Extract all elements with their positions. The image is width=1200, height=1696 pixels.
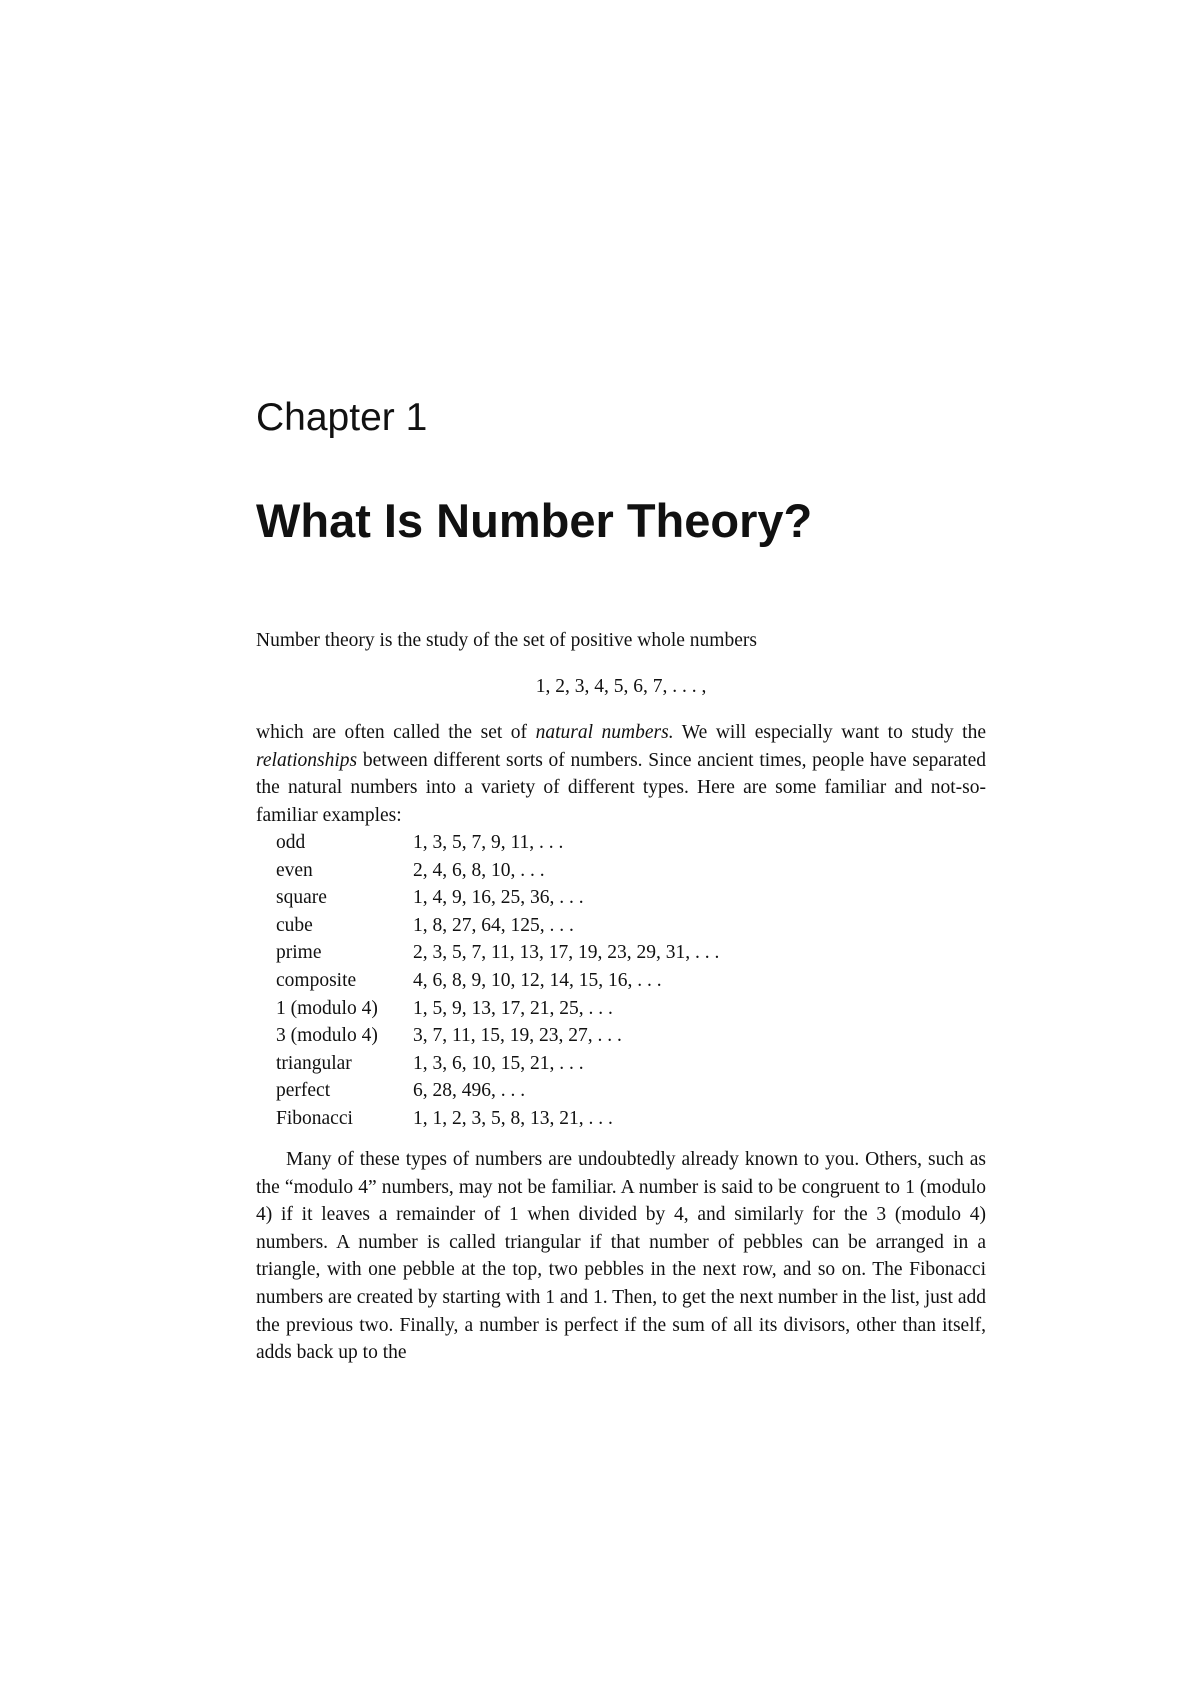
table-row xyxy=(276,995,719,1023)
table-row xyxy=(276,939,719,967)
chapter-label: Chapter 1 xyxy=(256,396,428,439)
paragraph-text: which are often called the set of xyxy=(256,722,536,743)
table-row xyxy=(276,829,719,857)
paragraph-text: between different sorts of numbers. Since ancient times, people have separated the natural numbers into a variety of different types. Here are some familiar and not-so-familiar examples: xyxy=(256,749,986,826)
type-name: triangular xyxy=(276,1052,352,1074)
type-values: 4, 6, 8, 9, 10, 12, 14, 15, 16, . . . xyxy=(413,969,662,991)
table-row xyxy=(276,884,719,912)
book-page xyxy=(256,0,986,1696)
type-values: 2, 4, 6, 8, 10, . . . xyxy=(413,859,545,881)
table-row xyxy=(276,1105,719,1133)
table-row xyxy=(276,1050,719,1078)
table-row xyxy=(276,857,719,885)
chapter-title: What Is Number Theory? xyxy=(256,494,813,547)
table-row xyxy=(276,967,719,995)
type-name: perfect xyxy=(276,1080,331,1102)
type-name: prime xyxy=(276,942,322,964)
type-values: 1, 5, 9, 13, 17, 21, 25, . . . xyxy=(413,997,613,1019)
table-row xyxy=(276,1077,719,1105)
paragraph-explanation: Many of these types of numbers are undoubtedly already known to you. Others, such as the “modulo 4” numbers, may not be familiar. A number is said to be congruent to 1 (modulo 4) if it leaves a remainder of 1 when divided by 4, and similarly for the 3 (modulo 4) numbers. A number is called triangular if that number of pebbles can be arranged in a triangle, with one pebble at the top, two pebbles in the next row, and so on. The Fibonacci numbers are created by starting with 1 and 1. Then, to get the next number in the list, just add the previous two. Finally, a number is perfect if the sum of all its divisors, other than itself, adds back up to the xyxy=(256,1149,986,1364)
type-name: odd xyxy=(276,832,306,853)
type-values: 6, 28, 496, . . . xyxy=(413,1080,526,1102)
type-values: 2, 3, 5, 7, 11, 13, 17, 19, 23, 29, 31, . . . xyxy=(413,942,720,964)
term-relationships: relationships xyxy=(256,749,358,771)
type-name: composite xyxy=(276,969,357,991)
table-row xyxy=(276,1022,719,1050)
intro-sentence: Number theory is the study of the set of positive whole numbers xyxy=(256,630,757,651)
number-types-table xyxy=(276,829,719,1133)
type-name: Fibonacci xyxy=(276,1107,353,1129)
type-values: 1, 4, 9, 16, 25, 36, . . . xyxy=(413,887,584,909)
type-values: 1, 8, 27, 64, 125, . . . xyxy=(413,914,574,936)
term-natural-numbers: natural numbers. xyxy=(535,722,674,743)
type-name: even xyxy=(276,859,313,881)
type-values: 1, 3, 5, 7, 9, 11, . . . xyxy=(413,832,564,853)
type-name: square xyxy=(276,887,327,909)
type-name: 3 (modulo 4) xyxy=(276,1025,378,1047)
table-row xyxy=(276,912,719,940)
type-name: 1 (modulo 4) xyxy=(276,997,378,1019)
paragraph-text: We will especially want to study the xyxy=(673,722,986,743)
type-values: 3, 7, 11, 15, 19, 23, 27, . . . xyxy=(413,1025,622,1047)
type-values: 1, 3, 6, 10, 15, 21, . . . xyxy=(413,1052,584,1074)
paragraph-natural-numbers xyxy=(256,719,986,829)
type-values: 1, 1, 2, 3, 5, 8, 13, 21, . . . xyxy=(413,1107,613,1129)
natural-numbers-sequence: 1, 2, 3, 4, 5, 6, 7, . . . , xyxy=(535,676,707,697)
type-name: cube xyxy=(276,914,313,936)
